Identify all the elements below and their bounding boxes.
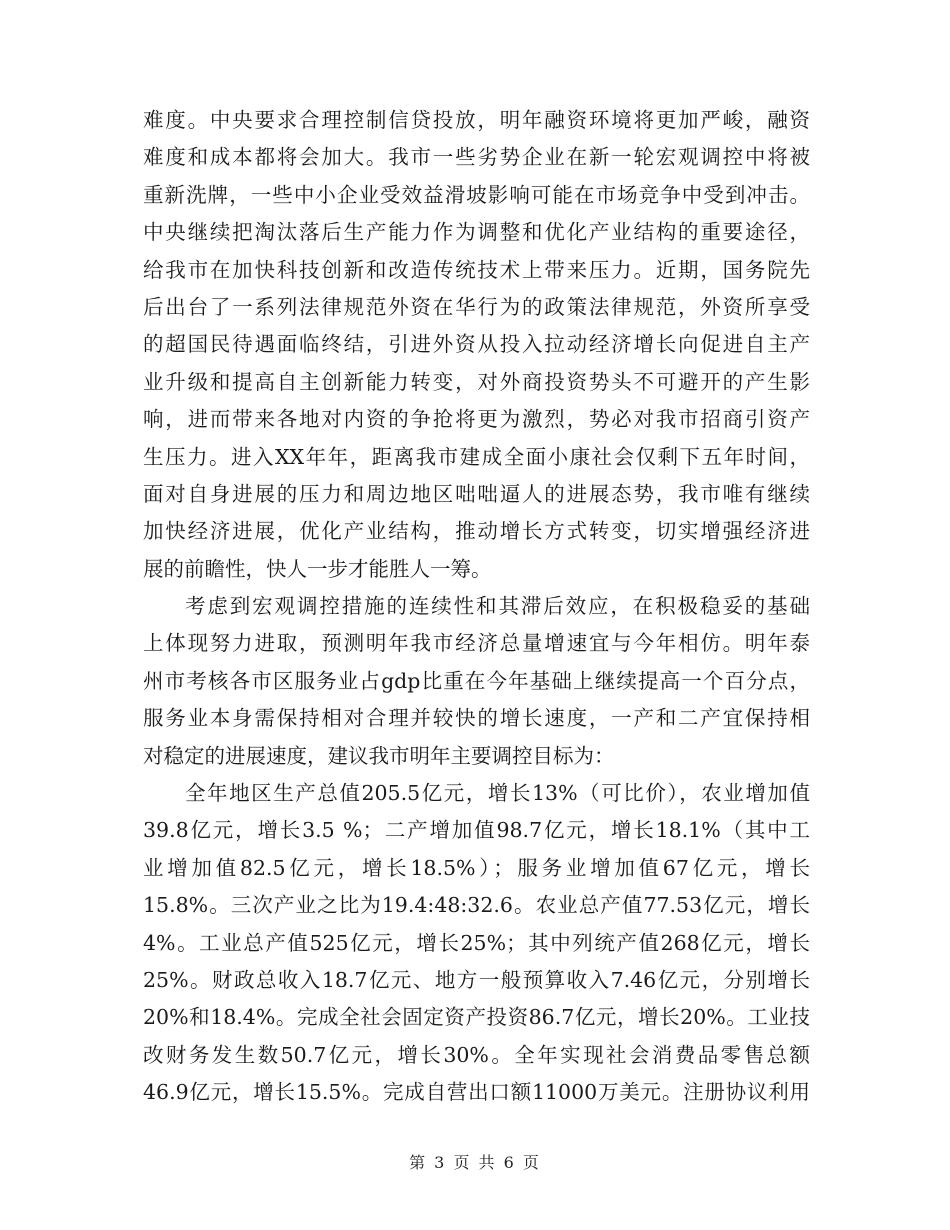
- text-line: 展的前瞻性，快人一步才能胜人一筹。: [143, 556, 492, 581]
- text-line: 加快经济进展，优化产业结构，推动增长方式转变，切实增强经济进: [143, 519, 810, 544]
- text-line: 响，进而带来各地对内资的争抢将更为激烈，势必对我市招商引资产: [143, 407, 810, 432]
- page-number-footer: 第 3 页 共 6 页: [409, 1153, 541, 1172]
- text-line: 业升级和提高自主创新能力转变，对外商投资势头不可避开的产生影: [143, 369, 810, 394]
- text-line: 的超国民待遇面临终结，引进外资从投入拉动经济增长向促进自主产: [143, 332, 810, 357]
- text-line: 上体现努力进取，预测明年我市经济总量增速宜与今年相仿。明年泰: [143, 631, 810, 656]
- paragraph-first-line: 考虑到宏观调控措施的连续性和其滞后效应，在积极稳妥的基础: [185, 594, 810, 619]
- text-line: 改财务发生数50.7亿元，增长30%。全年实现社会消费品零售总额: [143, 1042, 810, 1067]
- text-line: 25%。财政总收入18.7亿元、地方一般预算收入7.46亿元，分别增长: [143, 967, 810, 992]
- text-line: 39.8亿元，增长3.5 %；二产增加值98.7亿元，增长18.1%（其中工: [143, 818, 810, 843]
- text-line: 15.8%。三次产业之比为19.4:48:32.6。农业总产值77.53亿元，增长: [143, 893, 810, 918]
- text-line: 难度和成本都将会加大。我市一些劣势企业在新一轮宏观调控中将被: [143, 145, 810, 170]
- text-line: 对稳定的进展速度，建议我市明年主要调控目标为：: [143, 743, 615, 768]
- text-line: 州市考核各市区服务业占gdp比重在今年基础上继续提高一个百分点，: [143, 668, 810, 693]
- text-line: 后出台了一系列法律规范外资在华行为的政策法律规范，外资所享受: [143, 294, 810, 319]
- text-line: 20%和18.4%。完成全社会固定资产投资86.7亿元，增长20%。工业技: [143, 1005, 810, 1030]
- text-line: 给我市在加快科技创新和改造传统技术上带来压力。近期，国务院先: [143, 257, 810, 282]
- paragraph-first-line: 全年地区生产总值205.5亿元，增长13%（可比价），农业增加值: [185, 781, 810, 806]
- text-line: 面对自身进展的压力和周边地区咄咄逼人的进展态势，我市唯有继续: [143, 481, 810, 506]
- text-line: 生压力。进入XX年年，距离我市建成全面小康社会仅剩下五年时间，: [143, 444, 810, 469]
- text-line: 46.9亿元，增长15.5%。完成自营出口额11000万美元。注册协议利用: [143, 1080, 810, 1105]
- text-line: 重新洗牌，一些中小企业受效益滑坡影响可能在市场竞争中受到冲击。: [143, 182, 810, 207]
- text-line: 难度。中央要求合理控制信贷投放，明年融资环境将更加严峻，融资: [143, 108, 810, 132]
- text-line: 中央继续把淘汰落后生产能力作为调整和优化产业结构的重要途径，: [143, 220, 810, 245]
- text-line: 服务业本身需保持相对合理并较快的增长速度，一产和二产宜保持相: [143, 706, 810, 731]
- text-line: 业增加值82.5亿元，增长18.5%）；服务业增加值67亿元，增长: [143, 855, 810, 880]
- text-line: 4%。工业总产值525亿元，增长25%；其中列统产值268亿元，增长: [143, 930, 810, 955]
- document-body: [143, 102, 810, 1112]
